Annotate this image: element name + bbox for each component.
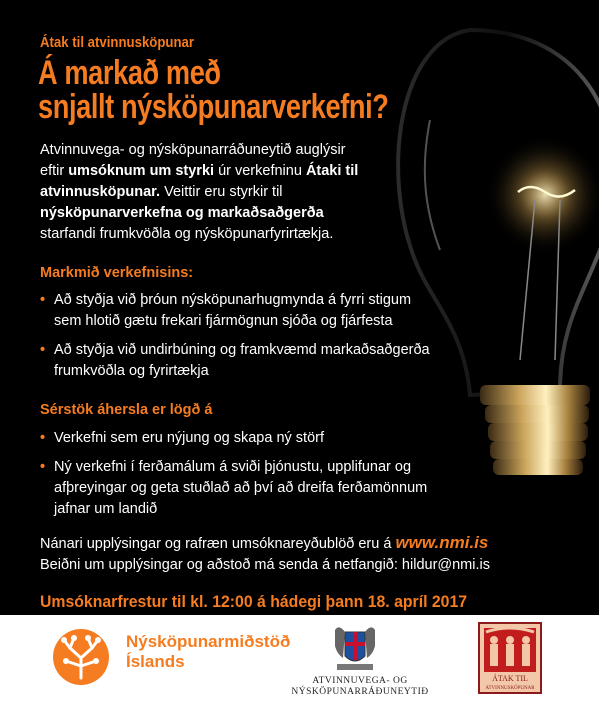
website-link[interactable]: www.nmi.is (395, 533, 489, 552)
coat-of-arms-icon (325, 622, 385, 674)
list-item (40, 340, 470, 382)
intro-bold: Átaki til (305, 163, 359, 179)
headline-line-1: Á markað með (38, 54, 221, 92)
list-item-text: jafnar um landið (54, 501, 158, 517)
atak-logo-line2: ATVINNUSKÖPUNAR (485, 686, 535, 691)
intro-bold: umsóknum um styrki (68, 163, 215, 179)
intro-paragraph (40, 140, 460, 245)
intro-text: úr verkefninu (214, 163, 306, 179)
deadline: Umsóknarfrestur til kl. 12:00 á hádegi þann 18. apríl 2017 (40, 592, 468, 611)
headline-line-2: snjallt nýsköpunarverkefni? (38, 88, 389, 126)
ministry-name-line: ATVINNUVEGA- OG (312, 676, 408, 686)
emphasis-list (40, 428, 470, 528)
list-item-text: frumkvöðla og fyrirtækja (54, 363, 209, 379)
list-item-text: afþreyingar og geta stuðlað að því að dreifa ferðamönnum (54, 480, 428, 496)
info-line-1 (40, 532, 488, 555)
atak-til-atvinnuskopunar-logo-icon (478, 622, 542, 694)
bullet-icon: • (40, 342, 46, 358)
nmi-logo-icon (52, 628, 122, 686)
goals-list (40, 290, 470, 390)
nmi-name (126, 632, 290, 672)
bullet-icon: • (40, 430, 46, 446)
list-item-text: sem hlotið gætu frekari fjármögnun sjóða og fjárfesta (54, 313, 393, 329)
goals-title: Markmið verkefnisins: (40, 265, 194, 281)
intro-text: eftir (40, 163, 69, 179)
list-item-text: Verkefni sem eru nýjung og skapa ný störf (54, 430, 325, 446)
bullet-icon: • (40, 459, 46, 475)
intro-line-3 (40, 182, 460, 203)
list-item (40, 290, 470, 332)
intro-line-2 (40, 161, 460, 182)
intro-line-1: Atvinnuvega- og nýsköpunarráðuneytið auglýsir (40, 142, 346, 158)
list-item (40, 428, 470, 449)
eyebrow-title: Átak til atvinnusköpunar (40, 34, 195, 51)
emphasis-title: Sérstök áhersla er lögð á (40, 402, 213, 418)
ministry-name-line: NÝSKÖPUNARRÁÐUNEYTIÐ (291, 687, 429, 697)
intro-line-5: starfandi frumkvöðla og nýsköpunarfyrirtækja. (40, 226, 334, 242)
info-line-2: Beiðni um upplýsingar og aðstoð má senda á netfangið: hildur@nmi.is (40, 557, 490, 573)
intro-bold: nýsköpunarverkefna og markaðsaðgerða (40, 205, 324, 221)
ministry-name (285, 676, 435, 698)
list-item-text: Að styðja við þróun nýsköpunarhugmynda á fyrri stigum (54, 292, 412, 308)
atak-logo-line1: ÁTAK TIL (492, 674, 528, 683)
nmi-name-line: Íslands (126, 652, 185, 671)
nmi-name-line: Nýsköpunarmiðstöð (126, 632, 291, 651)
intro-text: Veittir eru styrkir til (160, 184, 283, 200)
list-item (40, 457, 470, 520)
headline (38, 56, 388, 124)
intro-bold: atvinnusköpunar. (40, 184, 161, 200)
bullet-icon: • (40, 292, 46, 308)
info-text: Nánari upplýsingar og rafræn umsóknareyðublöð eru á (40, 536, 396, 552)
list-item-text: Ný verkefni í ferðamálum á sviði þjónustu, upplifunar og (54, 459, 412, 475)
list-item-text: Að styðja við undirbúning og framkvæmd markaðsaðgerða (54, 342, 430, 358)
intro-line-4 (40, 203, 460, 224)
